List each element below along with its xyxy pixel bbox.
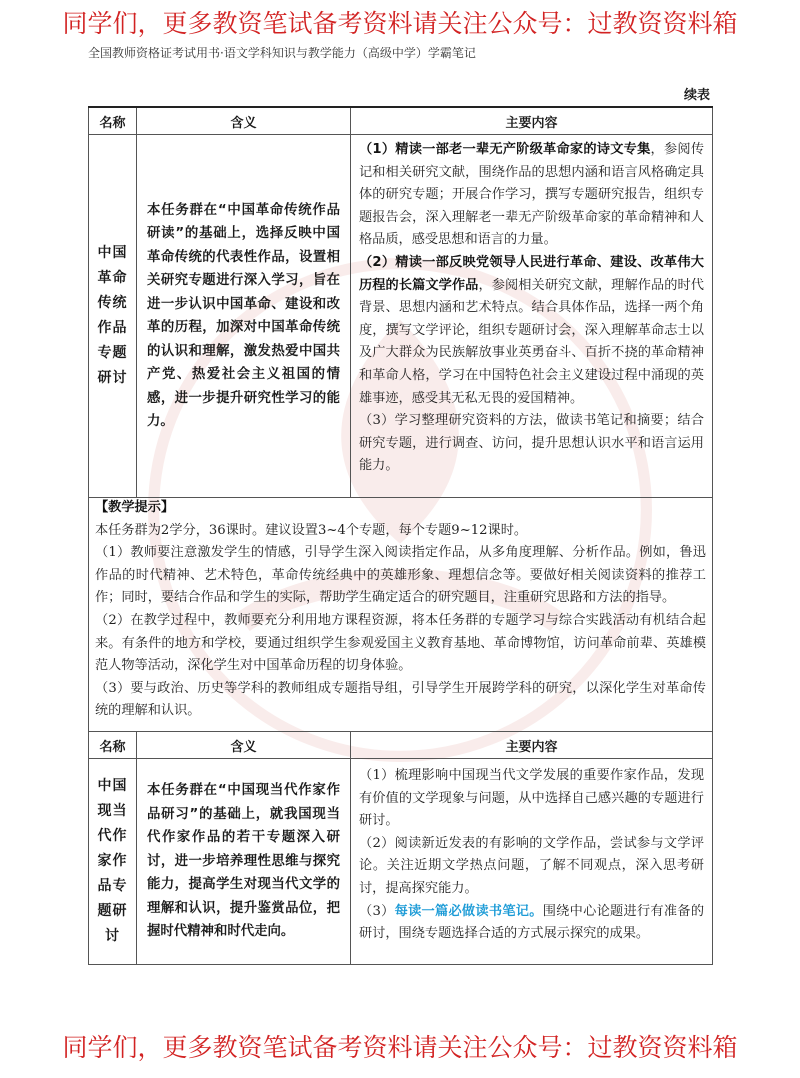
header-meaning: 含义 xyxy=(137,107,351,135)
teaching-hints xyxy=(88,495,713,731)
top-promo-banner: 同学们，更多教资笔试备考资料请关注公众号：过教资资料箱 xyxy=(62,9,738,38)
content-item: （2）阅读新近发表的有影响的文学作品，尝试参与文学评论。关注近期文学热点问题，了解不同观点，深入思考研讨，提高探究能力。 xyxy=(359,835,705,896)
hint-paragraph: （3）要与政治、历史等学科的教师组成专题指导组，引导学生开展跨学科的研究，以深化学生对革命传统的理解和认识。 xyxy=(95,680,706,719)
content-item: （3）学习整理研究资料的方法，做读书笔记和摘要；结合研究专题，进行调查、访问，提升思想认识水平和语言运用能力。 xyxy=(359,413,704,474)
hint-paragraph: （2）在教学过程中，教师要充分利用地方课程资源，将本任务群的专题学习与综合实践活动有机结合起来。有条件的地方和学校，要通过组织学生参观爱国主义教育基地、革命博物馆，访问革命前辈、英雄模范人物等活动，深化学生对中国革命历程的切身体验。 xyxy=(95,612,706,674)
course-table-1 xyxy=(88,106,713,498)
header-name: 名称 xyxy=(89,107,137,135)
section-content xyxy=(351,759,713,965)
table-row xyxy=(89,759,713,965)
bottom-promo-banner: 同学们，更多教资笔试备考资料请关注公众号：过教资资料箱 xyxy=(62,1033,738,1062)
book-subtitle: 全国教师资格证考试用书·语文学科知识与教学能力（高级中学）学霸笔记 xyxy=(88,46,476,60)
content-item: （3）每读一篇必做读书笔记。围绕中心论题进行有准备的研讨，围绕专题选择合适的方式展示探究的成果。 xyxy=(359,903,705,942)
hint-paragraph: 本任务群为2学分，36课时。建议设置3~4个专题，每个专题9~12课时。 xyxy=(95,522,528,538)
content-item: （1）梳理影响中国现当代文学发展的重要作家作品，发现有价值的文学现象与问题，从中选择自己感兴趣的专题进行研讨。 xyxy=(359,768,705,829)
content-item: （2）精读一部反映党领导人民进行革命、建设、改革伟大历程的长篇文学作品，参阅相关研究文献，理解作品的时代背景、思想内涵和艺术特点。结合具体作品，选择一两个角度，撰写文学评论，组织专题研讨会，深入理解革命志士以及广大群众为民族解放事业英勇奋斗、百折不挠的革命精神和革命人格，学习在中国特色社会主义建设过程中涌现的英雄事迹，感受其无私无畏的爱国精神。 xyxy=(359,254,704,406)
section-meaning: 本任务群在“中国现当代作家作品研习”的基础上，就我国现当代作家作品的若干专题深入研讨，进一步培养理性思维与探究能力，提高学生对现当代文学的理解和认识，提升鉴赏品位，把握时代精神和时代走向。 xyxy=(137,759,351,965)
header-name: 名称 xyxy=(89,732,137,759)
content-item: （1）精读一部老一辈无产阶级革命家的诗文专集，参阅传记和相关研究文献，围绕作品的思想内涵和语言风格确定具体的研究专题；开展合作学习，撰写专题研究报告，组织专题报告会，深入理解老一辈无产阶级革命家的革命精神和人格品质，感受思想和语言的力量。 xyxy=(359,142,705,248)
continued-label: 续表 xyxy=(683,88,710,103)
table-header-row xyxy=(89,107,713,135)
hint-paragraph: （1）教师要注意激发学生的情感，引导学生深入阅读指定作品，从多角度理解、分析作品。例如，鲁迅作品的时代精神、艺术特色，革命传统经典中的英雄形象、理想信念等。要做好相关阅读资料的推荐工作；同时，要结合作品和学生的实际，帮助学生确定适合的研究题目，注重研究思路和方法的指导。 xyxy=(95,545,706,606)
course-table-2 xyxy=(88,731,713,965)
section-meaning: 本任务群在“中国革命传统作品研读”的基础上，选择反映中国革命传统的代表性作品，设置相关研究专题进行深入学习，旨在进一步认识中国革命、建设和改革的历程，加深对中国革命传统的认识和理解，激发热爱中国共产党、热爱社会主义祖国的情感，进一步提升研究性学习的能力。 xyxy=(137,135,351,498)
table-header-row xyxy=(89,732,713,759)
section-content xyxy=(351,135,713,498)
table-row xyxy=(89,135,713,498)
highlight-text: 每读一篇必做读书笔记。 xyxy=(394,903,543,919)
header-meaning: 含义 xyxy=(137,732,351,759)
section-name: 中国现当代作家作品专题研讨 xyxy=(89,759,137,965)
header-content: 主要内容 xyxy=(351,732,713,759)
section-name: 中国革命传统作品专题研讨 xyxy=(89,135,137,498)
header-content: 主要内容 xyxy=(351,107,713,135)
hints-title: 【教学提示】 xyxy=(95,500,175,515)
